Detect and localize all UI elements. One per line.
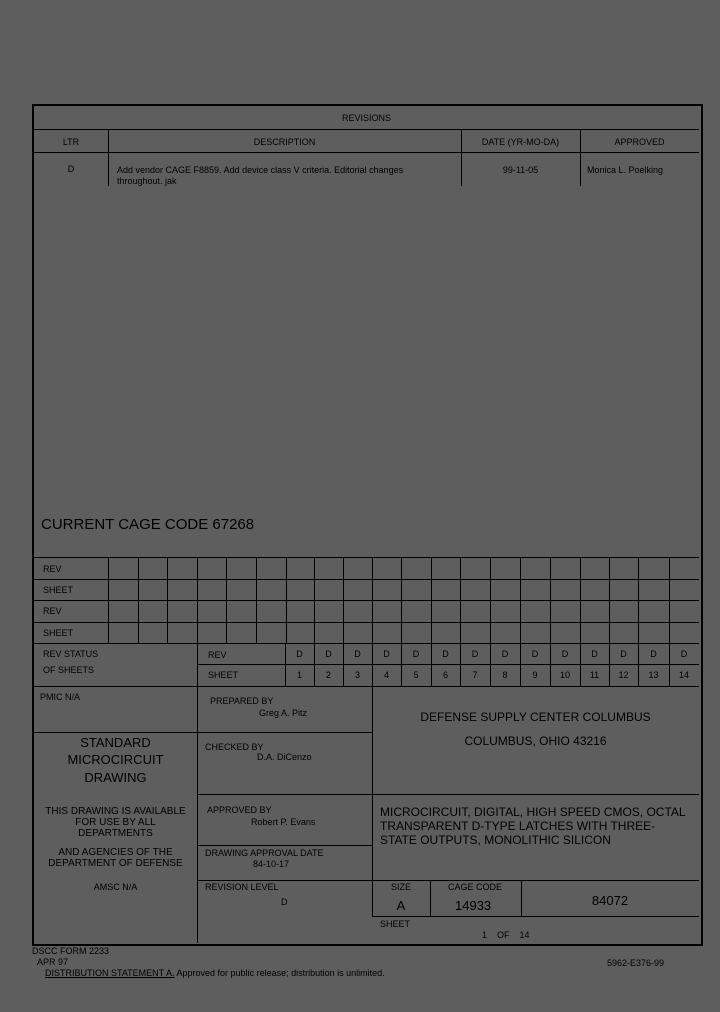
sheet-number-cell: 8 bbox=[502, 670, 508, 680]
date-header: DATE (YR-MO-DA) bbox=[481, 137, 560, 147]
sheet-of: 1 OF 14 bbox=[482, 930, 530, 940]
approved-by-name: Robert P. Evans bbox=[251, 817, 316, 827]
divider bbox=[108, 152, 109, 186]
rev-label: REV bbox=[208, 650, 227, 660]
divider bbox=[460, 557, 461, 643]
revision-level-label: REVISION LEVEL bbox=[205, 882, 279, 892]
divider bbox=[34, 732, 197, 733]
divider bbox=[401, 557, 402, 643]
rev-status-label: REV STATUS bbox=[43, 649, 99, 659]
sheet-number-cell: 4 bbox=[383, 670, 389, 680]
checked-by-name: D.A. DiCenzo bbox=[257, 752, 312, 762]
form-date: APR 97 bbox=[37, 957, 69, 967]
divider bbox=[372, 916, 699, 917]
divider bbox=[669, 557, 670, 643]
cage-code-label: CAGE CODE bbox=[448, 882, 503, 892]
divider bbox=[108, 557, 109, 643]
sheet-number-cell: 6 bbox=[442, 670, 448, 680]
divider bbox=[226, 557, 227, 643]
pmic: PMIC N/A bbox=[40, 692, 81, 702]
rev-letter-cell: D bbox=[650, 649, 657, 659]
rev-letter-cell: D bbox=[591, 649, 598, 659]
form-number: DSCC FORM 2233 bbox=[32, 946, 110, 956]
divider bbox=[580, 557, 581, 643]
divider bbox=[314, 557, 315, 643]
sheet-row-label: SHEET bbox=[43, 628, 74, 638]
rev-letter-cell: D bbox=[383, 649, 390, 659]
sheet-number-cell: 2 bbox=[325, 670, 331, 680]
divider bbox=[372, 557, 373, 643]
sheet-number-cell: 1 bbox=[296, 670, 302, 680]
drawing-title: STATE OUTPUTS, MONOLITHIC SILICON bbox=[380, 833, 611, 847]
divider bbox=[343, 557, 344, 643]
standard-title: STANDARD bbox=[80, 735, 151, 750]
approved-by-label: APPROVED BY bbox=[207, 805, 272, 815]
standard-title: DRAWING bbox=[84, 770, 147, 785]
dscc-name: DEFENSE SUPPLY CENTER COLUMBUS bbox=[420, 710, 651, 724]
sheet-number-cell: 5 bbox=[413, 670, 419, 680]
description-header: DESCRIPTION bbox=[253, 137, 316, 147]
drawing-number: 84072 bbox=[591, 893, 629, 908]
document-number: 5962-E376-99 bbox=[607, 958, 665, 968]
distribution-label: DISTRIBUTION STATEMENT A. bbox=[45, 968, 175, 978]
sheet-row-label: SHEET bbox=[43, 585, 74, 595]
divider bbox=[197, 664, 699, 665]
divider bbox=[520, 557, 521, 643]
size: A bbox=[396, 898, 406, 913]
divider bbox=[34, 557, 699, 558]
dscc-address: COLUMBUS, OHIO 43216 bbox=[464, 734, 607, 748]
sheet-number-cell: 9 bbox=[532, 670, 538, 680]
agencies-text: DEPARTMENT OF DEFENSE bbox=[48, 858, 183, 869]
divider bbox=[34, 686, 699, 687]
rev-letter-cell: D bbox=[354, 649, 361, 659]
rev-letter-cell: D bbox=[531, 649, 539, 659]
sheet-number-cell: 12 bbox=[618, 670, 629, 680]
divider bbox=[34, 152, 699, 153]
divider bbox=[638, 557, 639, 643]
divider bbox=[34, 579, 699, 580]
rev-row-label: REV bbox=[43, 564, 62, 574]
availability-text: THIS DRAWING IS AVAILABLE bbox=[45, 806, 186, 817]
cage-code: 14933 bbox=[455, 898, 492, 913]
rev-row-label: REV bbox=[43, 606, 62, 616]
revision-description: throughout. jak bbox=[117, 176, 177, 186]
revision-date: 99-11-05 bbox=[502, 165, 539, 175]
prepared-by-label: PREPARED BY bbox=[210, 696, 274, 706]
revision-level: D bbox=[281, 897, 288, 907]
divider bbox=[34, 622, 699, 623]
sheet-number-cell: 14 bbox=[678, 670, 689, 680]
rev-letter-cell: D bbox=[680, 649, 688, 659]
sheet-number-cell: 10 bbox=[559, 670, 570, 680]
divider bbox=[286, 557, 287, 643]
drawing-title: MICROCIRCUIT, DIGITAL, HIGH SPEED CMOS, OCTAL bbox=[380, 805, 686, 819]
amsc: AMSC N/A bbox=[93, 882, 138, 892]
rev-letter-cell: D bbox=[412, 649, 420, 659]
rev-letter-cell: D bbox=[325, 649, 332, 659]
revisions-title: REVISIONS bbox=[341, 113, 391, 123]
divider bbox=[197, 557, 198, 643]
approved-header: APPROVED bbox=[614, 137, 665, 147]
divider bbox=[609, 557, 610, 643]
current-cage-code: CURRENT CAGE CODE 67268 bbox=[41, 516, 255, 533]
approval-date: 84-10-17 bbox=[253, 859, 290, 869]
size-label: SIZE bbox=[390, 882, 411, 892]
divider bbox=[256, 557, 257, 643]
divider bbox=[138, 557, 139, 643]
of-sheets-label: OF SHEETS bbox=[43, 665, 95, 675]
drawing-title: TRANSPARENT D-TYPE LATCHES WITH THREE- bbox=[380, 819, 656, 833]
rev-letter-cell: D bbox=[501, 649, 509, 659]
sheet-label: SHEET bbox=[208, 670, 239, 680]
sheet-label: SHEET bbox=[380, 919, 411, 929]
divider bbox=[550, 557, 551, 643]
divider bbox=[34, 643, 699, 644]
divider bbox=[197, 845, 372, 846]
rev-letter-cell: D bbox=[442, 649, 449, 659]
divider bbox=[197, 794, 699, 795]
revision-description: Add vendor CAGE F8859. Add device class V criteria. Editorial changes bbox=[117, 165, 404, 175]
divider bbox=[490, 557, 491, 643]
approval-date-label: DRAWING APPROVAL DATE bbox=[205, 848, 324, 858]
rev-letter-cell: D bbox=[620, 649, 627, 659]
divider bbox=[34, 129, 699, 130]
revision-letter: D bbox=[67, 164, 75, 174]
rev-letter-cell: D bbox=[296, 649, 303, 659]
divider bbox=[197, 880, 699, 881]
divider bbox=[430, 880, 431, 916]
divider bbox=[167, 557, 168, 643]
revision-approver: Monica L. Poelking bbox=[587, 165, 664, 175]
divider bbox=[431, 557, 432, 643]
agencies-text: AND AGENCIES OF THE bbox=[58, 847, 173, 858]
distribution-statement bbox=[45, 969, 385, 978]
sheet-number-cell: 7 bbox=[472, 670, 478, 680]
availability-text: FOR USE BY ALL bbox=[75, 817, 156, 828]
divider bbox=[197, 643, 198, 943]
sheet-number-cell: 3 bbox=[354, 670, 360, 680]
divider bbox=[580, 152, 581, 186]
rev-letter-cell: D bbox=[471, 649, 479, 659]
availability-text: DEPARTMENTS bbox=[78, 828, 153, 839]
sheet-number-cell: 11 bbox=[589, 670, 600, 680]
checked-by-label: CHECKED BY bbox=[205, 742, 264, 752]
rev-letter-cell: D bbox=[561, 649, 569, 659]
divider bbox=[34, 600, 699, 601]
divider bbox=[461, 152, 462, 186]
divider bbox=[197, 732, 372, 733]
distribution-text: Approved for public release; distribution is unlimited. bbox=[174, 968, 385, 978]
sheet-number-cell: 13 bbox=[648, 670, 659, 680]
ltr-header: LTR bbox=[62, 137, 80, 147]
prepared-by-name: Greg A. Pitz bbox=[259, 708, 308, 718]
standard-title: MICROCIRCUIT bbox=[67, 752, 164, 767]
